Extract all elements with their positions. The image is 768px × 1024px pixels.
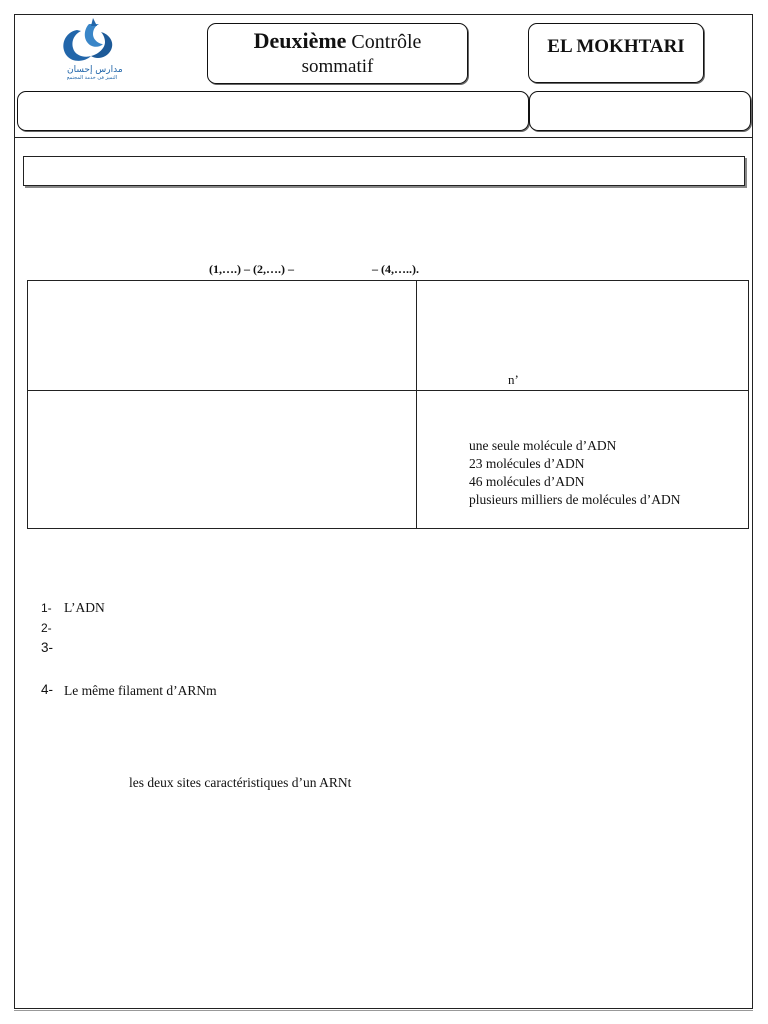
- question-table: [27, 280, 749, 529]
- question-number-4: 4-: [41, 682, 54, 697]
- teacher-name-box: EL MOKHTARI: [528, 23, 704, 83]
- choice-list: [469, 437, 680, 509]
- title-line-2: sommatif: [301, 56, 374, 77]
- order-sequence-part-2: – (4,…..).: [372, 262, 419, 276]
- title-word-deuxieme: Deuxième: [253, 28, 347, 53]
- question-text-4: Le même filament d’ARNm: [64, 683, 217, 698]
- choice-item: 46 molécules d’ADN: [469, 474, 585, 489]
- table-vertical-divider: [416, 281, 417, 528]
- page-bottom-rule: [14, 1010, 753, 1011]
- table-cell-fragment: n’: [508, 372, 519, 387]
- title-line-1: [208, 28, 467, 55]
- title-box: [207, 23, 468, 84]
- order-sequence-part-1: (1,….) – (2,….) –: [209, 262, 294, 276]
- question-number-3: 3-: [41, 640, 54, 655]
- question-number-2: 2-: [41, 621, 52, 635]
- svg-text:مدارس إحسان: مدارس إحسان: [67, 65, 123, 75]
- header-divider: [14, 137, 753, 138]
- section-heading-box: [23, 156, 745, 186]
- arnt-sites-line: les deux sites caractéristiques d’un ARNt: [129, 775, 352, 790]
- question-text-1: L’ADN: [64, 600, 105, 615]
- svg-text:التميز في خدمة المجتمع: التميز في خدمة المجتمع: [67, 75, 118, 80]
- class-info-box: [529, 91, 751, 131]
- choice-item: plusieurs milliers de molécules d’ADN: [469, 492, 681, 507]
- school-logo-icon: [55, 18, 140, 80]
- choice-item: une seule molécule d’ADN: [469, 438, 617, 453]
- table-horizontal-divider: [28, 390, 748, 391]
- student-info-box: [17, 91, 529, 131]
- choice-item: 23 molécules d’ADN: [469, 456, 585, 471]
- school-logo: [55, 18, 140, 80]
- question-number-1: 1-: [41, 601, 52, 615]
- title-word-controle: Contrôle: [351, 31, 422, 53]
